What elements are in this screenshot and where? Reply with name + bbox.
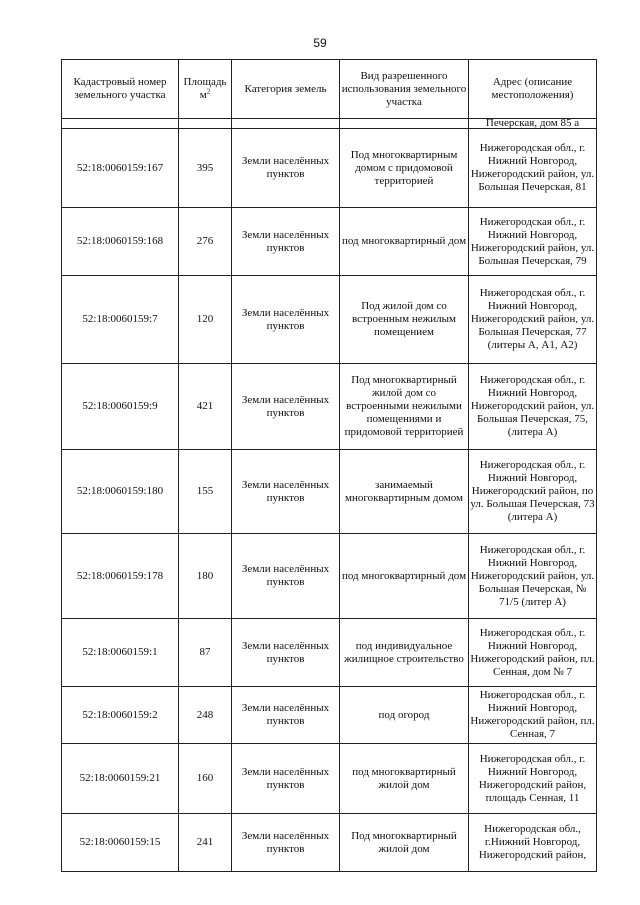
table-row [62,364,597,450]
address: Нижегородская обл., г. Нижний Новгород, Нижегородский район, ул. Большая Печерская, 79 [469,208,597,276]
table-row [62,687,597,744]
permitted-use: Под многоквартирным домом с придомовой территорией [340,129,469,208]
header-address: Адрес (описание местоположения) [469,60,597,119]
area-value: 276 [179,208,232,276]
cadastral-number: 52:18:0060159:178 [62,534,179,619]
table-row [62,534,597,619]
permitted-use: под многоквартирный дом [340,208,469,276]
address: Нижегородская обл., г. Нижний Новгород, Нижегородский район, по ул. Большая Печерская, 73 (литера А) [469,450,597,534]
cadastral-number: 52:18:0060159:180 [62,450,179,534]
header-area-label: Площадь м [183,76,227,101]
land-category: Земли населённых пунктов [232,208,340,276]
permitted-use: занимаемый многоквартирным домом [340,450,469,534]
land-category: Земли населённых пунктов [232,619,340,687]
area-value: 155 [179,450,232,534]
page-number: 59 [313,36,327,50]
land-category: Земли населённых пунктов [232,129,340,208]
area-value: 241 [179,814,232,872]
header-cadastral: Кадастровый номер земельного участка [62,60,179,119]
address: Нижегородская обл., г. Нижний Новгород, Нижегородский район, ул. Большая Печерская, 81 [469,129,597,208]
header-use: Вид разрешенного использования земельного участка [340,60,469,119]
cadastral-number: 52:18:0060159:9 [62,364,179,450]
permitted-use: Под многоквартирный жилой дом со встроенными нежилыми помещениями и придомовой территорией [340,364,469,450]
land-category: Земли населённых пунктов [232,450,340,534]
area-value: 248 [179,687,232,744]
area-value: 160 [179,744,232,814]
continuation-address: Печерская, дом 85 а [469,119,597,129]
cadastral-number: 52:18:0060159:7 [62,276,179,364]
land-category: Земли населённых пунктов [232,814,340,872]
address: Нижегородская обл., г. Нижний Новгород, Нижегородский район, пл. Сенная, дом № 7 [469,619,597,687]
cadastral-number: 52:18:0060159:167 [62,129,179,208]
permitted-use: Под многоквартирный жилой дом [340,814,469,872]
address: Нижегородская обл., г. Нижний Новгород, Нижегородский район, пл. Сенная, 7 [469,687,597,744]
table-row [62,814,597,872]
land-category: Земли населённых пунктов [232,364,340,450]
permitted-use: под многоквартирный дом [340,534,469,619]
table-row [62,208,597,276]
header-category: Категория земель [232,60,340,119]
table-row [62,619,597,687]
cadastral-number: 52:18:0060159:1 [62,619,179,687]
cadastral-number: 52:18:0060159:168 [62,208,179,276]
table-row [62,276,597,364]
area-value: 421 [179,364,232,450]
area-value: 395 [179,129,232,208]
cadastral-number: 52:18:0060159:21 [62,744,179,814]
land-category: Земли населённых пунктов [232,276,340,364]
permitted-use: под многоквартирный жилой дом [340,744,469,814]
address: Нижегородская обл., г. Нижний Новгород, Нижегородский район, ул. Большая Печерская, 77 (литеры А, А1, А2) [469,276,597,364]
permitted-use: Под жилой дом со встроенным нежилым помещением [340,276,469,364]
table-row [62,129,597,208]
area-value: 120 [179,276,232,364]
continuation-row [62,119,597,129]
land-category: Земли населённых пунктов [232,744,340,814]
address: Нижегородская обл., г. Нижний Новгород, Нижегородский район, площадь Сенная, 11 [469,744,597,814]
table-row [62,744,597,814]
land-plots-table [61,59,597,872]
land-category: Земли населённых пунктов [232,534,340,619]
address: Нижегородская обл., г. Нижний Новгород, Нижегородский район, ул. Большая Печерская, № 71/5 (литер А) [469,534,597,619]
permitted-use: под индивидуальное жилищное строительство [340,619,469,687]
table-header-row [62,60,597,119]
area-value: 87 [179,619,232,687]
land-category: Земли населённых пунктов [232,687,340,744]
table-row [62,450,597,534]
address: Нижегородская обл., г.Нижний Новгород, Нижегородский район, [469,814,597,872]
cadastral-number: 52:18:0060159:2 [62,687,179,744]
permitted-use: под огород [340,687,469,744]
header-area-unit: 2 [206,87,211,96]
area-value: 180 [179,534,232,619]
header-area [179,60,232,119]
address: Нижегородская обл., г. Нижний Новгород, Нижегородский район, ул. Большая Печерская, 75, (литера А) [469,364,597,450]
cadastral-number: 52:18:0060159:15 [62,814,179,872]
